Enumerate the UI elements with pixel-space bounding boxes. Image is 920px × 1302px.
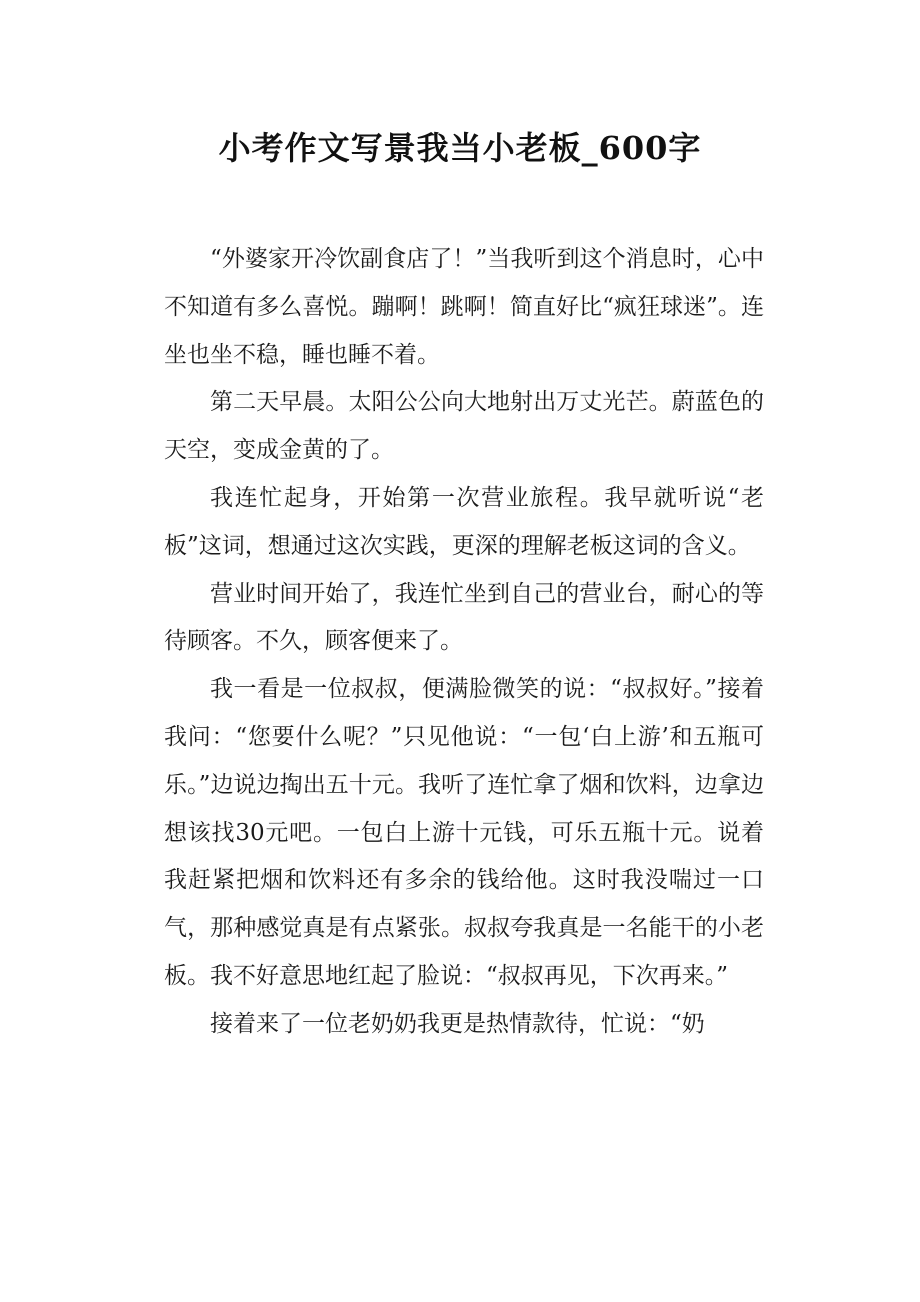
paragraph: 第二天早晨。太阳公公向大地射出万丈光芒。蔚蓝色的天空，变成金黄的了。 — [164, 389, 764, 464]
paragraph: 我连忙起身，开始第一次营业旅程。我早就听说“老板”这词，想通过这次实践，更深的理解老板这词的含义。 — [164, 484, 764, 559]
paragraph: 接着来了一位老奶奶我更是热情款待，忙说：“奶 — [210, 1010, 705, 1037]
paragraph: “外婆家开冷饮副食店了！”当我听到这个消息时，心中不知道有多么喜悦。蹦啊！跳啊！简直好比“疯狂球迷”。连坐也坐不稳，睡也睡不着。 — [164, 246, 764, 368]
document-title: 小考作文写景我当小老板_600字 — [218, 129, 702, 167]
paragraph: 我一看是一位叔叔，便满脸微笑的说：“叔叔好。”接着我问：“您要什么呢？”只见他说：“一包‘白上游’和五瓶可乐。”边说边掏出五十元。我听了连忙拿了烟和饮料，边拿边想该找30元吧。一包白上游十元钱，可乐五瓶十元。说着我赶紧把烟和饮料还有多余的钱给他。这时我没喘过一口气，那种感觉真是有点紧张。叔叔夸我真是一名能干的小老板。我不好意思地红起了脸说：“叔叔再见，下次再来。” — [164, 676, 764, 989]
paragraph: 营业时间开始了，我连忙坐到自己的营业台，耐心的等待顾客。不久，顾客便来了。 — [164, 580, 764, 655]
document-body — [164, 236, 764, 1049]
